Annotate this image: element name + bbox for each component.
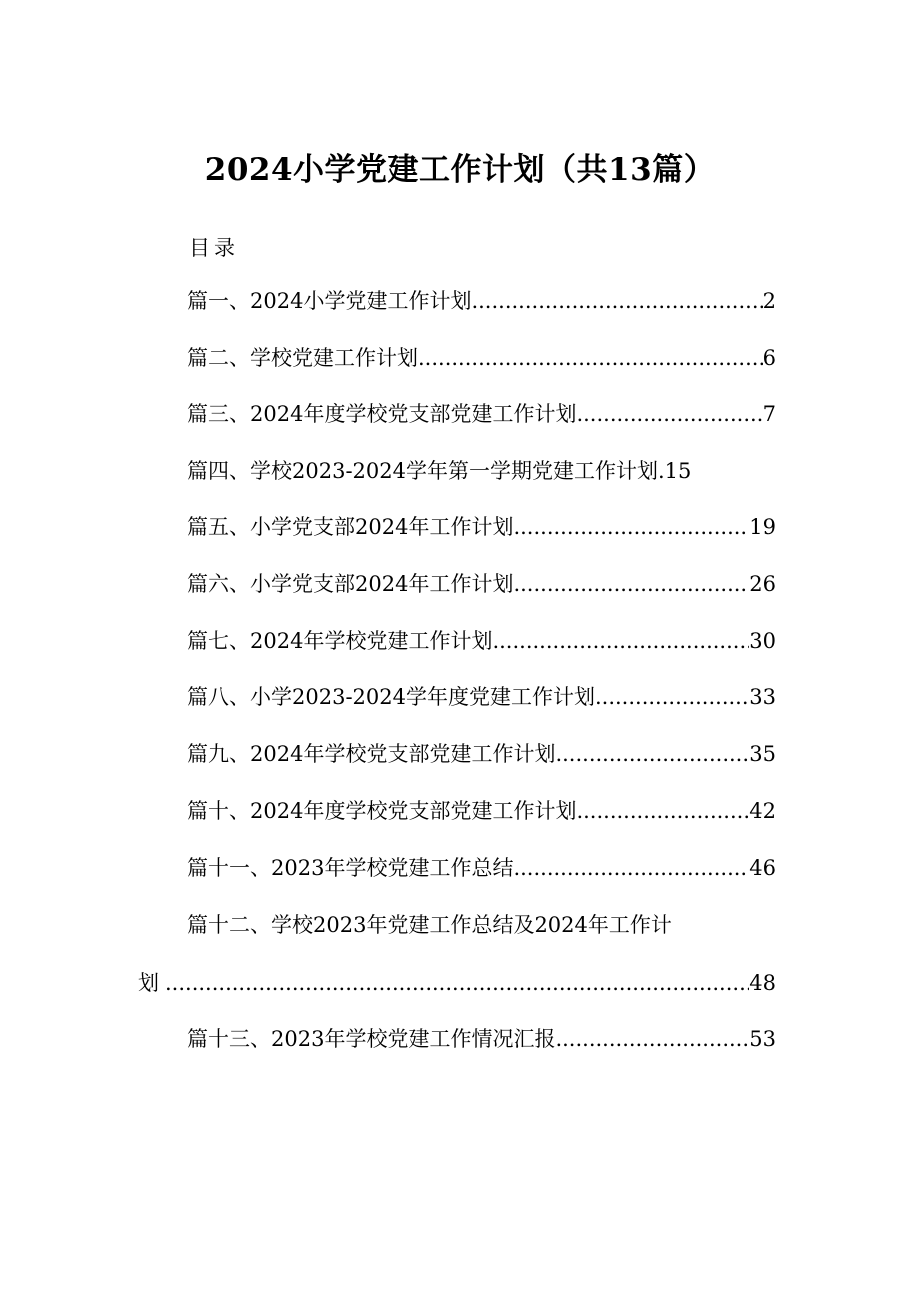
toc-page-number: 2 bbox=[762, 289, 776, 313]
toc-entry-12-line2[interactable] bbox=[138, 967, 776, 999]
toc-dot-leader bbox=[555, 738, 749, 770]
toc-entry-label: 篇七、2024年学校党建工作计划 bbox=[187, 629, 493, 653]
toc-page-number: 6 bbox=[762, 346, 776, 370]
toc-entry-3[interactable] bbox=[187, 398, 776, 430]
toc-entry-11[interactable] bbox=[187, 852, 776, 884]
toc-page-number: 19 bbox=[749, 515, 776, 539]
toc-page-number: 33 bbox=[749, 685, 776, 709]
toc-entry-label: 篇十、2024年度学校党支部党建工作计划 bbox=[187, 799, 577, 823]
toc-dot-leader bbox=[513, 852, 749, 884]
toc-dot-leader bbox=[595, 681, 749, 713]
toc-entry-1[interactable] bbox=[187, 285, 776, 317]
toc-dot-leader bbox=[576, 398, 762, 430]
toc-dot-leader bbox=[492, 625, 749, 657]
toc-entry-label: 篇二、学校党建工作计划 bbox=[187, 346, 418, 370]
toc-dot-leader bbox=[471, 285, 762, 317]
toc-entry-label: 篇一、2024小学党建工作计划 bbox=[187, 289, 472, 313]
toc-entry-10[interactable] bbox=[187, 795, 776, 827]
toc-page-number: 35 bbox=[749, 742, 776, 766]
toc-entry-label: 篇十三、2023年学校党建工作情况汇报 bbox=[187, 1027, 556, 1051]
toc-entry-4[interactable] bbox=[187, 455, 776, 487]
toc-page-number: 48 bbox=[749, 971, 776, 995]
toc-entry-7[interactable] bbox=[187, 625, 776, 657]
toc-entry-6[interactable] bbox=[187, 568, 776, 600]
toc-dot-leader bbox=[576, 795, 749, 827]
toc-entry-label: 篇十一、2023年学校党建工作总结 bbox=[187, 856, 514, 880]
toc-page-number: 42 bbox=[749, 799, 776, 823]
toc-page-number: 26 bbox=[749, 572, 776, 596]
toc-page-number: 46 bbox=[749, 856, 776, 880]
toc-page-number: 7 bbox=[762, 402, 776, 426]
toc-entry-2[interactable] bbox=[187, 342, 776, 374]
toc-page-number: 30 bbox=[749, 629, 776, 653]
toc-entry-label: 划 bbox=[138, 971, 159, 995]
toc-heading: 目录 bbox=[189, 236, 239, 260]
toc-entry-5[interactable] bbox=[187, 511, 776, 543]
toc-entry-9[interactable] bbox=[187, 738, 776, 770]
toc-entry-12-line1[interactable]: 篇十二、学校2023年党建工作总结及2024年工作计 bbox=[187, 913, 672, 937]
toc-entry-13[interactable] bbox=[187, 1023, 776, 1055]
toc-dot-leader bbox=[418, 342, 763, 374]
toc-dot-leader bbox=[555, 1023, 749, 1055]
toc-page-number: 53 bbox=[749, 1027, 776, 1051]
toc-entry-label: 篇九、2024年学校党支部党建工作计划 bbox=[187, 742, 556, 766]
toc-entry-8[interactable] bbox=[187, 681, 776, 713]
toc-entry-label: 篇六、小学党支部2024年工作计划 bbox=[187, 572, 514, 596]
toc-dot-leader bbox=[513, 568, 749, 600]
toc-entry-label: 篇三、2024年度学校党支部党建工作计划 bbox=[187, 402, 577, 426]
toc-dot-leader bbox=[165, 967, 749, 999]
toc-entry-label: 篇八、小学2023-2024学年度党建工作计划 bbox=[187, 685, 595, 709]
toc-entry-label: 篇五、小学党支部2024年工作计划 bbox=[187, 515, 514, 539]
toc-entry-label: 篇四、学校2023-2024学年第一学期党建工作计划.15 bbox=[187, 459, 692, 483]
document-title: 2024小学党建工作计划（共13篇） bbox=[204, 152, 716, 188]
toc-dot-leader bbox=[513, 511, 749, 543]
